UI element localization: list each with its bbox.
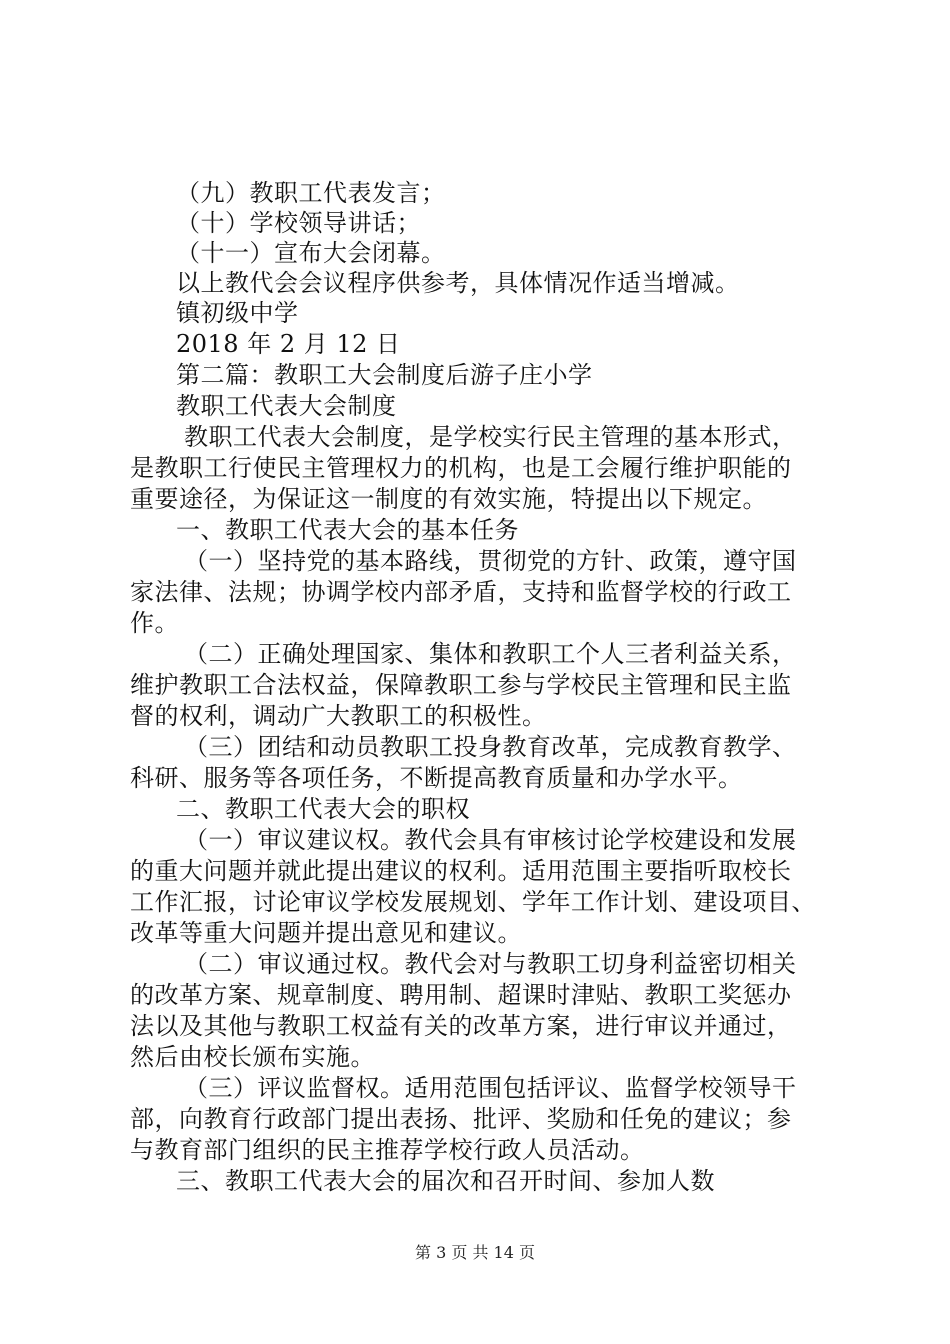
text-line: （十一）宣布大会闭幕。 (176, 239, 446, 267)
paragraph-line: 作。 (130, 609, 179, 637)
section-heading: 一、教职工代表大会的基本任务 (176, 516, 519, 544)
paragraph-line: 督的权利，调动广大教职工的积极性。 (130, 702, 547, 730)
paragraph-line: 的改革方案、规章制度、聘用制、超课时津贴、教职工奖惩办 (130, 981, 792, 1009)
paragraph-line: 家法律、法规；协调学校内部矛盾，支持和监督学校的行政工 (130, 578, 792, 606)
paragraph-line: 然后由校长颁布实施。 (130, 1043, 375, 1071)
paragraph-line: 重要途径，为保证这一制度的有效实施，特提出以下规定。 (130, 485, 767, 513)
paragraph-line: 维护教职工合法权益，保障教职工参与学校民主管理和民主监 (130, 671, 792, 699)
text-line: （十）学校领导讲话； (176, 209, 421, 237)
text-line: 镇初级中学 (176, 299, 299, 327)
section-heading: 二、教职工代表大会的职权 (176, 795, 470, 823)
section-heading: 三、教职工代表大会的届次和召开时间、参加人数 (176, 1167, 715, 1195)
paragraph-line: 教职工代表大会制度，是学校实行民主管理的基本形式， (184, 423, 797, 451)
paragraph-line: （三）评议监督权。适用范围包括评议、监督学校领导干 (184, 1074, 797, 1102)
paragraph-line: （二）审议通过权。教代会对与教职工切身利益密切相关 (184, 950, 797, 978)
document-title: 教职工代表大会制度 (176, 392, 397, 420)
paragraph-line: （一）坚持党的基本路线，贯彻党的方针、政策，遵守国 (184, 547, 797, 575)
paragraph-line: 的重大问题并就此提出建议的权利。适用范围主要指听取校长 (130, 857, 792, 885)
paragraph-line: 是教职工行使民主管理权力的机构，也是工会履行维护职能的 (130, 454, 792, 482)
paragraph-line: 与教育部门组织的民主推荐学校行政人员活动。 (130, 1136, 645, 1164)
paragraph-line: （三）团结和动员教职工投身教育改革，完成教育教学、 (184, 733, 797, 761)
paragraph-line: 工作汇报，讨论审议学校发展规划、学年工作计划、建设项目、 (130, 888, 816, 916)
paragraph-line: （二）正确处理国家、集体和教职工个人三者利益关系， (184, 640, 797, 668)
text-line: 以上教代会会议程序供参考，具体情况作适当增减。 (176, 269, 740, 297)
paragraph-line: 部，向教育行政部门提出表扬、批评、奖励和任免的建议；参 (130, 1105, 792, 1133)
text-line: 2018 年 2 月 12 日 (176, 330, 401, 358)
text-line: （九）教职工代表发言； (176, 179, 446, 207)
paragraph-line: 改革等重大问题并提出意见和建议。 (130, 919, 522, 947)
page-number-footer: 第 3 页 共 14 页 (415, 1243, 535, 1262)
paragraph-line: （一）审议建议权。教代会具有审核讨论学校建设和发展 (184, 826, 797, 854)
section-heading: 第二篇：教职工大会制度后游子庄小学 (176, 361, 593, 389)
paragraph-line: 科研、服务等各项任务，不断提高教育质量和办学水平。 (130, 764, 743, 792)
paragraph-line: 法以及其他与教职工权益有关的改革方案，进行审议并通过， (130, 1012, 792, 1040)
